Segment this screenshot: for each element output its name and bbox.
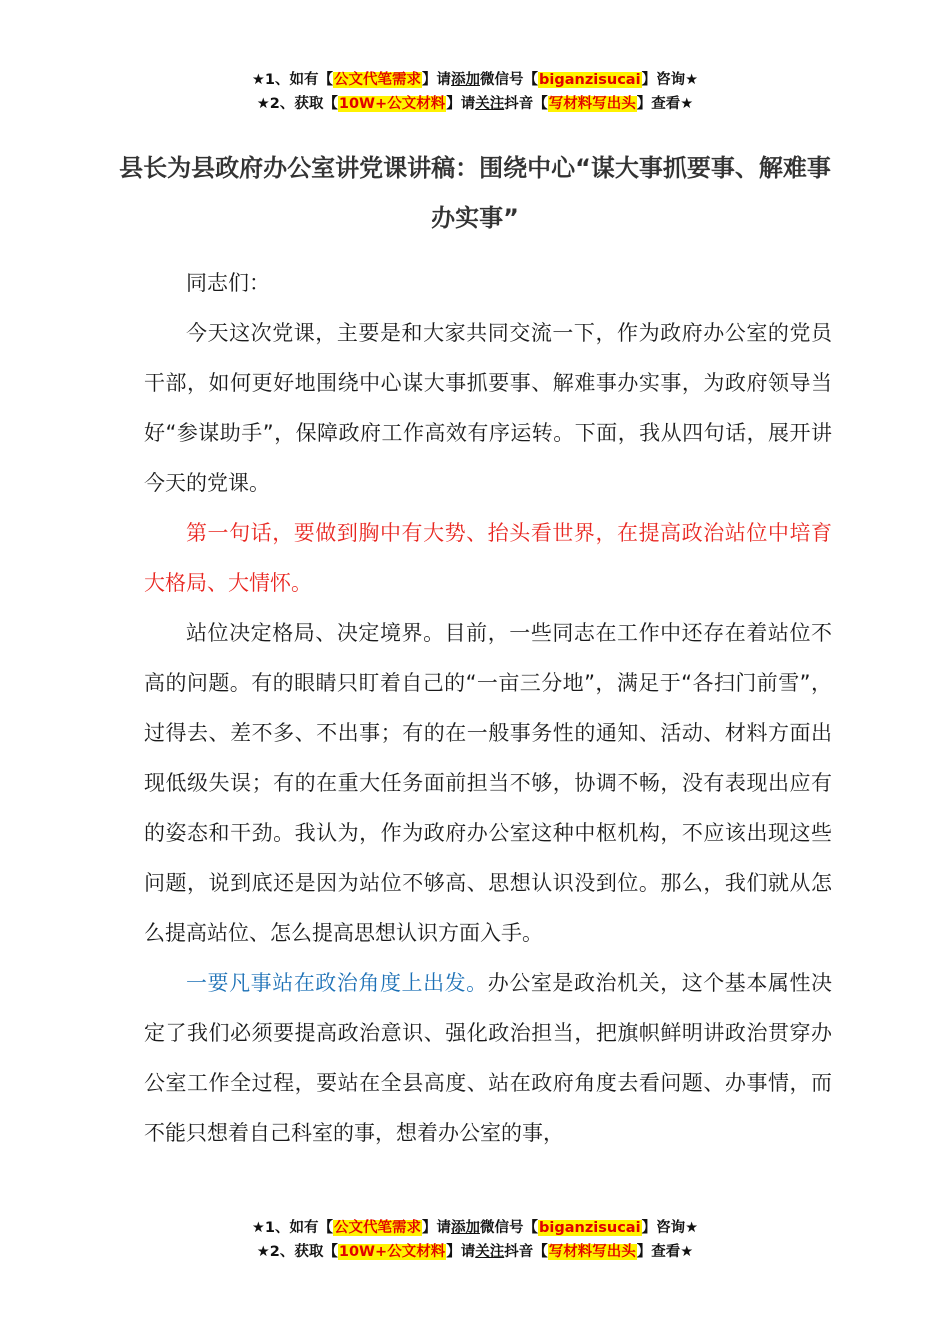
banner-highlight: 10W+公文材料: [338, 1244, 446, 1260]
banner-line-1: ★1、如有【公文代笔需求】请添加微信号【biganzisucai】咨询★: [251, 72, 699, 88]
paragraph-2: 站位决定格局、决定境界。目前，一些同志在工作中还存在着站位不高的问题。有的眼睛只盯着自己的“一亩三分地”，满足于“各扫门前雪”，过得去、差不多、不出事；有的在一般事务性的通知、活动、材料方面出现低级失误；有的在重大任务面前担当不够，协调不畅，没有表现出应有的姿态和干劲。我认为，作为政府办公室这种中枢机构，不应该出现这些问题，说到底还是因为站位不够高、思想认识没到位。那么，我们就从怎么提高站位、怎么提高思想认识方面入手。: [144, 621, 832, 945]
top-banner: [0, 68, 950, 116]
document-title: 县长为县政府办公室讲党课讲稿：围绕中心“谋大事抓要事、解难事办实事”: [119, 154, 831, 232]
banner-highlight: 10W+公文材料: [338, 96, 446, 112]
banner-highlight: 公文代笔需求: [334, 1220, 422, 1236]
banner-wechat-id: biganzisucai: [539, 1220, 641, 1236]
salutation: 同志们：: [186, 271, 270, 295]
paragraph-3: [144, 958, 832, 1158]
banner-line-1: ★1、如有【公文代笔需求】请添加微信号【biganzisucai】咨询★: [251, 1220, 699, 1236]
banner-line-2: ★2、获取【10W+公文材料】请关注抖音【写材料写出头】查看★: [256, 96, 694, 112]
banner-douyin-name: 写材料写出头: [548, 96, 636, 112]
banner-wechat-id: biganzisucai: [539, 72, 641, 88]
paragraph-3-lead: 一要凡事站在政治角度上出发。: [186, 971, 488, 995]
banner-highlight: 公文代笔需求: [334, 72, 422, 88]
banner-douyin-name: 写材料写出头: [548, 1244, 636, 1260]
bottom-banner: [0, 1216, 950, 1264]
paragraph-intro: 今天这次党课，主要是和大家共同交流一下，作为政府办公室的党员干部，如何更好地围绕中心谋大事抓要事、解难事办实事，为政府领导当好“参谋助手”，保障政府工作高效有序运转。下面，我从四句话，展开讲今天的党课。: [144, 321, 832, 495]
paragraph-3-text: 办公室是政治机关，这个基本属性决定了我们必须要提高政治意识、强化政治担当，把旗帜鲜明讲政治贯穿办公室工作全过程，要站在全县高度、站在政府角度去看问题、办事情，而不能只想着自己科室的事，想着办公室的事，: [144, 971, 833, 1145]
document-body: [144, 258, 832, 1158]
banner-line-2: ★2、获取【10W+公文材料】请关注抖音【写材料写出头】查看★: [256, 1244, 694, 1260]
section-heading-1: 第一句话，要做到胸中有大势、抬头看世界，在提高政治站位中培育大格局、大情怀。: [144, 521, 832, 595]
